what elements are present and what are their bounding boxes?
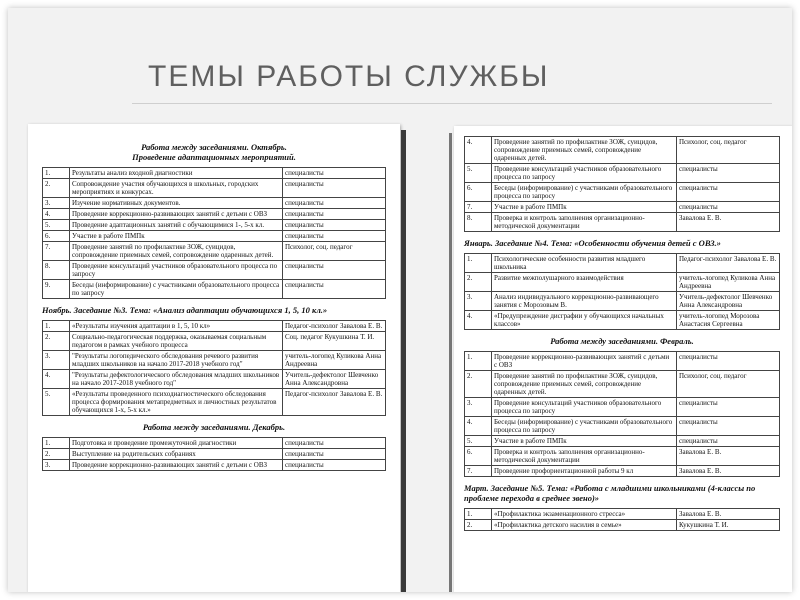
task-cell: Беседы (информирование) с участниками образовательного процесса по запросу (492, 417, 677, 436)
row-number: 5. (43, 220, 70, 231)
row-number: 7. (43, 242, 70, 261)
row-number: 4. (465, 137, 492, 164)
task-cell: Участие в работе ПМПк (492, 202, 677, 213)
row-number: 3. (465, 398, 492, 417)
responsible-cell: Кукушкина Т. И. (677, 520, 780, 531)
task-cell: «Предупреждение дисграфии у обучающихся начальных классов» (492, 311, 677, 330)
responsible-cell: специалисты (283, 168, 386, 179)
table-row (43, 231, 386, 242)
slide-title: ТЕМЫ РАБОТЫ СЛУЖБЫ (148, 60, 550, 93)
row-number: 7. (465, 202, 492, 213)
task-cell: Психологические особенности развития младшего школьника (492, 254, 677, 273)
section-heading: Январь. Заседание №4. Тема: «Особенности обучения детей с ОВЗ.» (464, 238, 721, 248)
row-number: 5. (465, 164, 492, 183)
responsible-cell: Соц. педагог Кукушкина Т. И. (283, 332, 386, 351)
responsible-cell: специалисты (677, 398, 780, 417)
table-row (43, 351, 386, 370)
row-number: 2. (465, 273, 492, 292)
task-cell: Подготовка и проведение промежуточной диагностики (70, 438, 283, 449)
responsible-cell: Психолог, соц. педагог (677, 371, 780, 398)
responsible-cell: специалисты (677, 436, 780, 447)
section-heading: Март. Заседание №5. Тема: «Работа с младшими школьниками (4-классы по проблеме перехода в среднее звено)» (464, 483, 756, 503)
page-edge-shadow-right (449, 133, 452, 592)
responsible-cell: специалисты (283, 231, 386, 242)
row-number: 6. (465, 447, 492, 466)
section-heading: Работа между заседаниями. Декабрь. (142, 422, 286, 432)
plan-table (42, 437, 386, 471)
table-row (43, 209, 386, 220)
responsible-cell: специалисты (283, 198, 386, 209)
row-number: 2. (465, 371, 492, 398)
page-edge-shadow (401, 130, 406, 592)
responsible-cell: учитель-логопед Куликова Анна Андреевна (677, 273, 780, 292)
row-number: 1. (43, 321, 70, 332)
table-row (43, 370, 386, 389)
table-row (465, 254, 780, 273)
task-cell: «Профилактика экзаменационного стресса» (492, 509, 677, 520)
plan-table (42, 167, 386, 299)
task-cell: Участие в работе ПМПк (70, 231, 283, 242)
row-number: 4. (465, 417, 492, 436)
responsible-cell: Психолог, соц. педагог (677, 137, 780, 164)
table-row (465, 436, 780, 447)
responsible-cell: Педагог-психолог Завалова Е. В. (283, 321, 386, 332)
task-cell: Проведение профориентационной работы 9 кл (492, 466, 677, 477)
task-cell: Результаты анализ входной диагностики (70, 168, 283, 179)
responsible-cell: специалисты (283, 438, 386, 449)
plan-table (42, 320, 386, 416)
table-row (465, 520, 780, 531)
page-content-right (454, 126, 792, 531)
document-page-right (454, 126, 792, 592)
table-row (43, 449, 386, 460)
task-cell: Проведение коррекционно-развивающих занятий с детьми с ОВЗ (492, 352, 677, 371)
table-row (465, 164, 780, 183)
responsible-cell: специалисты (677, 164, 780, 183)
task-cell: Проверка и контроль заполнения организационно-методической документации (492, 447, 677, 466)
table-row (43, 280, 386, 299)
responsible-cell: Учитель-дефектолог Шевченко Анна Александровна (677, 292, 780, 311)
table-row (465, 292, 780, 311)
row-number: 1. (465, 509, 492, 520)
responsible-cell: Педагог-психолог Завалова Е. В. (283, 389, 386, 416)
section-heading: Работа между заседаниями. Февраль. (550, 336, 694, 346)
task-cell: Проведение занятий по профилактике ЗОЖ, суицидов, сопровождение приемных семей, сопровождение одаренных детей. (492, 371, 677, 398)
table-row (465, 137, 780, 164)
task-cell: Выступление на родительских собраниях (70, 449, 283, 460)
row-number: 2. (43, 179, 70, 198)
task-cell: Проведение консультаций участников образовательного процесса по запросу (70, 261, 283, 280)
responsible-cell: Учитель-дефектолог Шевченко Анна Александровна (283, 370, 386, 389)
row-number: 4. (43, 370, 70, 389)
row-number: 7. (465, 466, 492, 477)
task-cell: "Результаты логопедического обследования речевого развития младших школьников на начало 2017-2018 учебного год" (70, 351, 283, 370)
task-cell: «Профилактика детского насилия в семье» (492, 520, 677, 531)
page-content-left (28, 124, 400, 471)
row-number: 1. (465, 352, 492, 371)
table-row (465, 311, 780, 330)
responsible-cell: специалисты (283, 220, 386, 231)
row-number: 5. (465, 436, 492, 447)
responsible-cell: Педагог-психолог Завалова Е. В. (677, 254, 780, 273)
task-cell: Социально-педагогическая поддержка, оказываемая социальным педагогом в рамках учебного процесса (70, 332, 283, 351)
row-number: 3. (43, 351, 70, 370)
task-cell: Проведение занятий по профилактике ЗОЖ, суицидов, сопровождение приемных семей, сопровождение одаренных детей. (70, 242, 283, 261)
table-row (465, 371, 780, 398)
responsible-cell: специалисты (677, 202, 780, 213)
plan-table (464, 136, 780, 232)
plan-table (464, 508, 780, 531)
task-cell: «Результаты изучения адаптации в 1, 5, 10 кл» (70, 321, 283, 332)
row-number: 5. (43, 389, 70, 416)
responsible-cell: специалисты (283, 449, 386, 460)
table-row (43, 460, 386, 471)
table-row (43, 389, 386, 416)
row-number: 3. (465, 292, 492, 311)
table-row (465, 466, 780, 477)
responsible-cell: специалисты (283, 209, 386, 220)
table-row (465, 417, 780, 436)
responsible-cell: специалисты (677, 183, 780, 202)
responsible-cell: специалисты (283, 179, 386, 198)
row-number: 2. (465, 520, 492, 531)
task-cell: Проведение адаптационных занятий с обучающимися 1-, 5-х кл. (70, 220, 283, 231)
row-number: 2. (43, 332, 70, 351)
row-number: 9. (43, 280, 70, 299)
task-cell: Проведение коррекционно-развивающих занятий с детьми с ОВЗ (70, 460, 283, 471)
responsible-cell: специалисты (283, 261, 386, 280)
task-cell: Беседы (информирование) с участниками образовательного процесса по запросу (70, 280, 283, 299)
slide-frame (8, 8, 792, 592)
table-row (43, 220, 386, 231)
task-cell: Анализ индивидуального коррекционно-развивающего занятия с Морозовым В. (492, 292, 677, 311)
table-row (465, 202, 780, 213)
task-cell: "Результаты дефектологического обследования младших школьников на начало 2017-2018 учебного год" (70, 370, 283, 389)
table-row (465, 398, 780, 417)
task-cell: Проведение консультаций участников образовательного процесса по запросу (492, 398, 677, 417)
section-heading: Работа между заседаниями. Октябрь. Проведение адаптационных мероприятий. (132, 142, 296, 162)
table-row (43, 179, 386, 198)
table-row (43, 438, 386, 449)
task-cell: «Результаты проведенного психодиагностического обследования процесса формирования метапредметных и личностных результатов обучающихся 1-х, 5-х кл.» (70, 389, 283, 416)
table-row (465, 213, 780, 232)
row-number: 8. (43, 261, 70, 280)
responsible-cell: Завалова Е. В. (677, 447, 780, 466)
document-page-left (28, 124, 400, 592)
responsible-cell: Завалова Е. В. (677, 213, 780, 232)
title-underline (132, 103, 772, 104)
row-number: 8. (465, 213, 492, 232)
row-number: 6. (465, 183, 492, 202)
task-cell: Изучение нормативных документов. (70, 198, 283, 209)
row-number: 1. (43, 438, 70, 449)
responsible-cell: Психолог, соц. педагог (283, 242, 386, 261)
responsible-cell: специалисты (677, 352, 780, 371)
responsible-cell: специалисты (283, 280, 386, 299)
table-row (43, 332, 386, 351)
task-cell: Проведение занятий по профилактике ЗОЖ, суицидов, сопровождение приемных семей, сопровождение одаренных детей. (492, 137, 677, 164)
row-number: 2. (43, 449, 70, 460)
table-row (43, 242, 386, 261)
row-number: 3. (43, 198, 70, 209)
responsible-cell: Завалова Е. В. (677, 466, 780, 477)
table-row (465, 352, 780, 371)
table-row (43, 198, 386, 209)
task-cell: Проверка и контроль заполнения организационно-методической документации (492, 213, 677, 232)
table-row (465, 509, 780, 520)
task-cell: Развитие межполушарного взаимодействия (492, 273, 677, 292)
row-number: 4. (43, 209, 70, 220)
row-number: 3. (43, 460, 70, 471)
responsible-cell: специалисты (283, 460, 386, 471)
table-row (43, 321, 386, 332)
responsible-cell: Завалова Е. В. (677, 509, 780, 520)
responsible-cell: специалисты (677, 417, 780, 436)
task-cell: Проведение консультаций участников образовательного процесса по запросу (492, 164, 677, 183)
table-row (43, 168, 386, 179)
task-cell: Беседы (информирование) с участниками образовательного процесса по запросу (492, 183, 677, 202)
task-cell: Участие в работе ПМПк (492, 436, 677, 447)
table-row (43, 261, 386, 280)
section-heading: Ноябрь. Заседание №3. Тема: «Анализ адаптации обучающихся 1, 5, 10 кл.» (42, 305, 328, 315)
responsible-cell: учитель-логопед Куликова Анна Андреевна (283, 351, 386, 370)
table-row (465, 447, 780, 466)
table-row (465, 183, 780, 202)
task-cell: Проведение коррекционно-развивающих занятий с детьми с ОВЗ (70, 209, 283, 220)
plan-table (464, 253, 780, 330)
row-number: 4. (465, 311, 492, 330)
responsible-cell: учитель-логопед Морозова Анастасия Сергеевна (677, 311, 780, 330)
task-cell: Сопровождение участия обучающихся в школьных, городских мероприятиях и конкурсах. (70, 179, 283, 198)
row-number: 6. (43, 231, 70, 242)
row-number: 1. (465, 254, 492, 273)
table-row (465, 273, 780, 292)
plan-table (464, 351, 780, 477)
row-number: 1. (43, 168, 70, 179)
